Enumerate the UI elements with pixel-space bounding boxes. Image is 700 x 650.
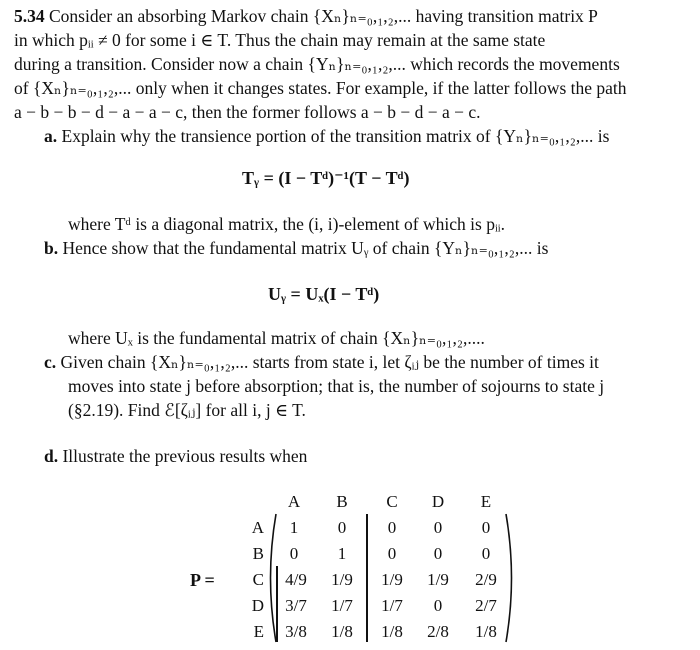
matrix-cell: 1 [337,544,347,563]
matrix-cell: 1/9 [381,570,403,589]
matrix-col-label: D [431,492,445,511]
matrix-col-label: B [336,492,348,511]
matrix-cell: 0 [481,518,491,537]
matrix-cell: 0 [387,544,397,563]
part-c-label: c. [44,352,57,372]
matrix-cell: 0 [481,544,491,563]
intro-line-3: during a transition. Consider now a chain {Yₙ}ₙ₌₀,₁,₂,... which records the movements [14,54,620,74]
part-b-where: where Uₓ is the fundamental matrix of chain {Xₙ}ₙ₌₀,₁,₂,.... [68,328,485,348]
matrix-cell: 1/9 [331,570,353,589]
part-b-equation: Uᵧ = Uₓ(I − Tᵈ) [268,284,380,304]
problem-number: 5.34 [14,6,45,26]
matrix-row-label: E [253,622,264,641]
intro-line-5: a − b − b − d − a − a − c, then the former follows a − b − d − a − c. [14,102,481,122]
matrix-row-label: C [252,570,264,589]
part-a-label: a. [44,126,58,146]
part-b-label: b. [44,238,59,258]
matrix-cell: 0 [289,544,299,563]
matrix-cell: 4/9 [285,570,307,589]
matrix-row-label: B [252,544,264,563]
part-a-equation: Tᵧ = (I − Tᵈ)⁻¹(T − Tᵈ) [242,168,410,188]
matrix-cell: 1/9 [427,570,449,589]
matrix-col-label: E [480,492,492,511]
matrix-row-label: D [251,596,264,615]
matrix-cell: 1 [289,518,299,537]
matrix-cell: 0 [433,596,443,615]
part-c-line-3: (§2.19). Find ℰ[ζᵢⱼ] for all i, j ∈ T. [68,400,306,420]
matrix-cell: 1/7 [331,596,353,615]
intro-line-1 [14,4,598,28]
matrix-cell: 1/7 [381,596,403,615]
matrix-col-label: C [386,492,398,511]
part-d-line [44,444,307,468]
part-c-line-2: moves into state j before absorption; that is, the number of sojourns to state j [68,376,605,396]
part-b-text: Hence show that the fundamental matrix Uᵧ of chain {Yₙ}ₙ₌₀,₁,₂,... is [62,238,549,258]
matrix-cell: 0 [387,518,397,537]
part-d-text: Illustrate the previous results when [62,446,308,466]
part-a-where: where Tᵈ is a diagonal matrix, the (i, i)-element of which is pᵢᵢ. [68,214,506,234]
matrix-cell: 1/8 [381,622,403,641]
matrix-cell: 3/8 [285,622,307,641]
matrix-cell: 3/7 [285,596,307,615]
matrix-cell: 2/7 [475,596,497,615]
part-c-line-1 [44,350,599,374]
matrix-cell: 0 [433,518,443,537]
matrix-lhs: P = [190,570,215,590]
matrix-cell: 2/8 [427,622,449,641]
intro-line-2: in which pᵢᵢ ≠ 0 for some i ∈ T. Thus the chain may remain at the same state [14,30,546,50]
matrix-cell: 1/8 [331,622,353,641]
matrix-partition-vertical [366,514,368,642]
part-a-text: Explain why the transience portion of the transition matrix of {Yₙ}ₙ₌₀,₁,₂,... is [61,126,610,146]
matrix-col-label: A [287,492,301,511]
part-a-line [44,124,609,148]
matrix-cell: 2/9 [475,570,497,589]
matrix-cell: 0 [337,518,347,537]
matrix-right-paren [504,512,520,644]
intro-line-4: of {Xₙ}ₙ₌₀,₁,₂,... only when it changes states. For example, if the latter follows the path [14,78,627,98]
part-b-line [44,236,548,260]
matrix-row-label: A [251,518,264,537]
matrix-cell: 0 [433,544,443,563]
matrix-cell: 1/8 [475,622,497,641]
part-c-text-1: Given chain {Xₙ}ₙ₌₀,₁,₂,... starts from state i, let ζᵢⱼ be the number of times it [60,352,599,372]
part-d-label: d. [44,446,59,466]
intro-text-1: Consider an absorbing Markov chain {Xₙ}ₙ₌₀,₁,₂,... having transition matrix P [49,6,598,26]
